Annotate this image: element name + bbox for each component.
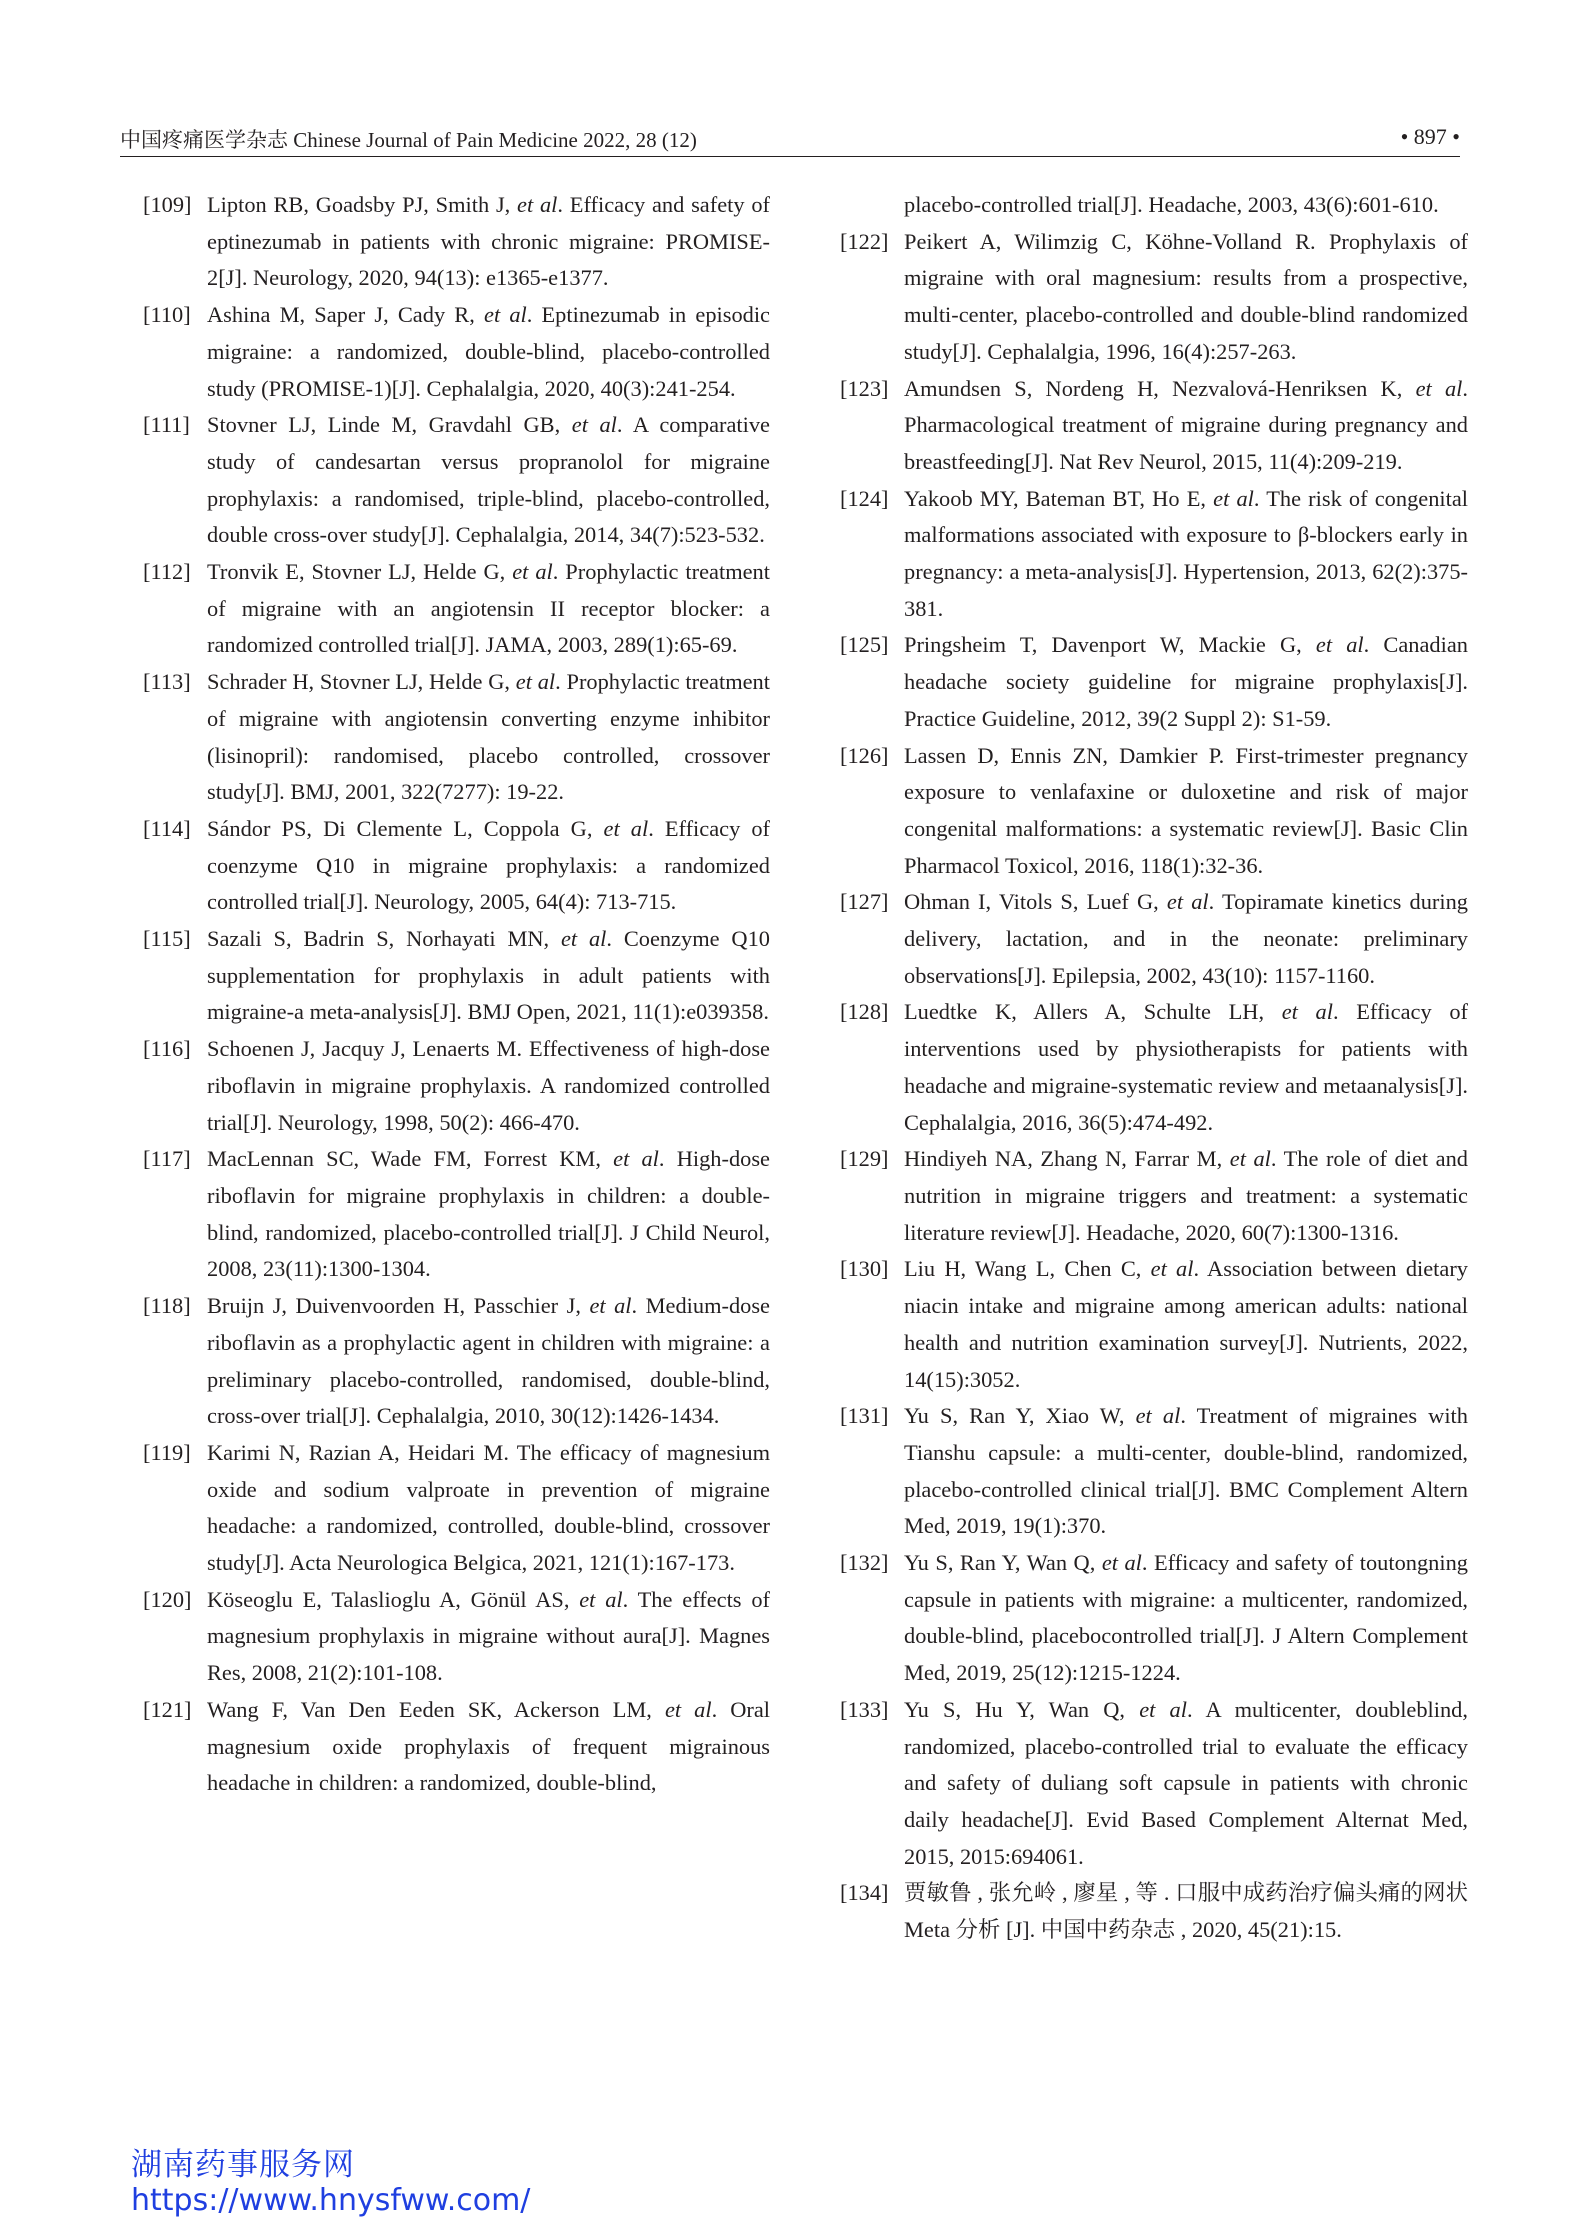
page-number: • 897 • [1400, 124, 1460, 149]
reference-number: [124] [840, 485, 889, 511]
reference-details: . Oral magnesium oxide prophylaxis of frequent migrainous headache in children: a randomized, double-blind, [207, 1696, 770, 1796]
reference-authors: Wang F, Van Den Eeden SK, Ackerson LM, [207, 1696, 665, 1722]
reference-et-al: et al [512, 559, 553, 585]
reference-authors: Luedtke K, Allers A, Schulte LH, [904, 999, 1282, 1025]
reference-number: [118] [143, 1293, 191, 1319]
reference-text [207, 926, 770, 1024]
reference-authors: Karimi N, Razian A, Heidari M. The efficacy of magnesium oxide and sodium valproate in prevention of migraine headache: a randomized, controlled, double-blind, crossover study[J]. Acta Neurologica Belgica, 2021, 121(1):167-173. [207, 1439, 770, 1576]
reference-et-al: et al [1150, 1256, 1194, 1282]
reference-authors: Ohman I, Vitols S, Luef G, [904, 889, 1167, 915]
reference-et-al: et al [1315, 632, 1364, 658]
reference-et-al: et al [515, 669, 556, 695]
reference-item [143, 1435, 770, 1582]
reference-et-al: et al [1101, 1550, 1142, 1576]
reference-number: [127] [840, 889, 889, 915]
reference-text [904, 999, 1468, 1134]
reference-et-al: et al [613, 1146, 659, 1172]
reference-item [840, 884, 1468, 994]
reference-text [207, 1587, 770, 1685]
reference-number: [110] [143, 302, 191, 328]
reference-text [207, 1146, 770, 1281]
journal-title: 中国疼痛医学杂志 Chinese Journal of Pain Medicine 2022, 28 (12) [120, 128, 697, 152]
watermark-url[interactable]: https://www.hnysfww.com/ [131, 2183, 531, 2218]
reference-details: . Prophylactic treatment of migraine with angiotensin converting enzyme inhibitor (lisinopril): randomised, placebo controlled, crossover study[J]. BMJ, 2001, 322(7277): 19-22. [207, 669, 770, 805]
reference-authors: Lassen D, Ennis ZN, Damkier P. First-trimester pregnancy exposure to venlafaxine or duloxetine and risk of major congenital malformations: a systematic review[J]. Basic Clin Pharmacol Toxicol, 2016, 118(1):32-36. [904, 742, 1468, 878]
reference-authors: MacLennan SC, Wade FM, Forrest KM, [207, 1146, 614, 1172]
reference-authors: Sándor PS, Di Clemente L, Coppola G, [207, 815, 604, 841]
reference-text [904, 229, 1468, 364]
reference-item [143, 1692, 770, 1802]
reference-authors: Yu S, Hu Y, Wan Q, [904, 1696, 1140, 1722]
reference-text [207, 1036, 770, 1134]
reference-text [207, 669, 770, 804]
reference-et-al: et al [579, 1586, 623, 1612]
reference-number: [134] [840, 1880, 889, 1906]
reference-text [904, 1880, 1468, 1942]
reference-number: [125] [840, 632, 889, 658]
reference-et-al: et al [664, 1696, 712, 1722]
reference-authors: Hindiyeh NA, Zhang N, Farrar M, [904, 1146, 1230, 1172]
reference-authors: Tronvik E, Stovner LJ, Helde G, [207, 559, 513, 585]
reference-authors: Lipton RB, Goadsby PJ, Smith J, [207, 192, 518, 217]
reference-number: [113] [143, 669, 191, 695]
reference-item [143, 554, 770, 664]
reference-details: . Eptinezumab in episodic migraine: a randomized, double-blind, placebo-controlled study (PROMISE-1)[J]. Cephalalgia, 2020, 40(3):241-254. [207, 302, 770, 401]
reference-text [904, 1256, 1468, 1391]
reference-details: . Topiramate kinetics during delivery, lactation, and in the neonate: preliminary observations[J]. Epilepsia, 2002, 43(10): 1157-1160. [904, 889, 1468, 988]
reference-item [143, 921, 770, 1031]
reference-number: [120] [143, 1586, 192, 1612]
running-header [120, 122, 1460, 157]
reference-et-al: et al [1213, 485, 1254, 511]
reference-item [143, 1582, 770, 1692]
reference-number: [129] [840, 1146, 889, 1172]
reference-text [207, 1440, 770, 1575]
reference-details: . Efficacy and safety of toutongning capsule in patients with migraine: a multicenter, randomized, double-blind, placebocontrolled trial[J]. J Altern Complement Med, 2019, 25(12):1215-1224. [904, 1550, 1468, 1686]
reference-text [207, 816, 770, 914]
reference-details: . The role of diet and nutrition in migraine triggers and treatment: a systematic literature review[J]. Headache, 2020, 60(7):1300-1316. [904, 1146, 1468, 1245]
reference-details: . Canadian headache society guideline for migraine prophylaxis[J]. Practice Guideline, 2012, 39(2 Suppl 2): S1-59. [904, 632, 1468, 731]
reference-item [143, 1141, 770, 1288]
reference-item [143, 1288, 770, 1435]
reference-authors: Ashina M, Saper J, Cady R, [207, 302, 484, 328]
site-watermark [131, 2148, 530, 2218]
reference-item [840, 371, 1468, 481]
reference-number: [116] [143, 1036, 191, 1062]
reference-details: . The risk of congenital malformations associated with exposure to β-blockers early in pregnancy: a meta-analysis[J]. Hypertension, 2013, 62(2):375-381. [904, 485, 1468, 621]
reference-text [904, 889, 1468, 987]
reference-et-al: et al [517, 192, 558, 217]
reference-text [904, 743, 1468, 878]
reference-text [904, 632, 1468, 730]
reference-details: . Efficacy and safety of eptinezumab in patients with chronic migraine: PROMISE-2[J]. Neurology, 2020, 94(13): e1365-e1377. [207, 192, 770, 291]
reference-details: . The effects of magnesium prophylaxis in migraine without aura[J]. Magnes Res, 2008, 21(2):101-108. [207, 1586, 770, 1686]
reference-number: [117] [143, 1146, 191, 1172]
reference-details: . Efficacy of interventions used by physiotherapists for patients with headache and migraine-systematic review and metaanalysis[J]. Cephalalgia, 2016, 36(5):474-492. [904, 999, 1468, 1135]
reference-authors: Amundsen S, Nordeng H, Nezvalová-Henriksen K, [904, 375, 1416, 401]
reference-text [904, 1146, 1468, 1244]
reference-details: . Medium-dose riboflavin as a prophylactic agent in children with migraine: a preliminary placebo-controlled, randomised, double-blind, cross-over trial[J]. Cephalalgia, 2010, 30(12):1426-1434. [207, 1293, 770, 1429]
reference-authors: Köseoglu E, Talaslioglu A, Gönül AS, [207, 1586, 580, 1612]
reference-item [840, 224, 1468, 371]
reference-item [840, 1692, 1468, 1876]
reference-details: . Pharmacological treatment of migraine during pregnancy and breastfeeding[J]. Nat Rev Neurol, 2015, 11(4):209-219. [904, 375, 1468, 474]
reference-text [207, 412, 770, 547]
reference-number: [133] [840, 1696, 889, 1722]
reference-item [143, 407, 770, 554]
reference-item [840, 1875, 1468, 1948]
reference-authors: Schoenen J, Jacquy J, Lenaerts M. Effectiveness of high-dose riboflavin in migraine prophylaxis. A randomized controlled trial[J]. Neurology, 1998, 50(2): 466-470. [207, 1036, 770, 1135]
reference-number: [111] [143, 412, 190, 438]
reference-text [207, 559, 770, 657]
reference-text [207, 1293, 770, 1428]
reference-item [840, 481, 1468, 628]
reference-authors: Peikert A, Wilimzig C, Köhne-Volland R. Prophylaxis of migraine with oral magnesium: results from a prospective, multi-center, placebo-controlled and double-blind randomized study[J]. Cephalalgia, 1996, 16(4):257-263. [904, 228, 1468, 364]
reference-details: . High-dose riboflavin for migraine prophylaxis in children: a double-blind, randomized, placebo-controlled trial[J]. J Child Neurol, 2008, 23(11):1300-1304. [207, 1146, 770, 1282]
reference-item [840, 738, 1468, 885]
reference-et-al: et al [1281, 999, 1333, 1025]
reference-et-al: et al [484, 302, 527, 328]
reference-item [143, 1031, 770, 1141]
reference-number: [130] [840, 1256, 889, 1282]
reference-authors: Yu S, Ran Y, Wan Q, [904, 1550, 1102, 1576]
reference-authors: Yakoob MY, Bateman BT, Ho E, [904, 485, 1214, 511]
reference-details: . Treatment of migraines with Tianshu capsule: a multi-center, double-blind, randomized, placebo-controlled clinical trial[J]. BMC Complement Altern Med, 2019, 19(1):370. [904, 1403, 1468, 1539]
reference-authors: Schrader H, Stovner LJ, Helde G, [207, 669, 516, 695]
reference-item [143, 297, 770, 407]
reference-number: [115] [143, 926, 191, 952]
reference-item [143, 664, 770, 811]
reference-number: [122] [840, 228, 889, 254]
reference-authors: Liu H, Wang L, Chen C, [904, 1256, 1151, 1282]
reference-number: [112] [143, 559, 191, 585]
reference-text [904, 376, 1468, 474]
reference-et-al: et al [571, 412, 617, 438]
reference-number: [132] [840, 1550, 889, 1576]
reference-details: . Coenzyme Q10 supplementation for prophylaxis in adult patients with migraine-a meta-analysis[J]. BMJ Open, 2021, 11(1):e039358. [207, 926, 770, 1025]
reference-details: . A comparative study of candesartan versus propranolol for migraine prophylaxis: a randomised, triple-blind, placebo-controlled, double cross-over study[J]. Cephalalgia, 2014, 34(7):523-532. [207, 412, 770, 548]
reference-item [840, 1398, 1468, 1545]
reference-authors: Yu S, Ran Y, Xiao W, [904, 1403, 1136, 1429]
reference-text [207, 1697, 770, 1795]
reference-number: [123] [840, 375, 889, 401]
reference-number: [121] [143, 1696, 192, 1722]
reference-number: [119] [143, 1439, 191, 1465]
reference-text [904, 1550, 1468, 1685]
reference-item [840, 994, 1468, 1141]
reference-et-al: et al [589, 1293, 632, 1319]
reference-details: . Association between dietary niacin intake and migraine among american adults: national health and nutrition examination survey[J]. Nutrients, 2022, 14(15):3052. [904, 1256, 1468, 1392]
reference-et-al: et al [1166, 889, 1209, 915]
reference-et-al: et al [1135, 1403, 1181, 1429]
reference-details: . A multicenter, doubleblind, randomized, placebo-controlled trial to evaluate the efficacy and safety of duliang soft capsule in patients with chronic daily headache[J]. Evid Based Complement Alternat Med, 2015, 2015:694061. [904, 1696, 1468, 1869]
reference-number: [126] [840, 742, 889, 768]
reference-item [840, 1545, 1468, 1692]
reference-number: [131] [840, 1403, 889, 1429]
watermark-site-name: 湖南药事服务网 [131, 2147, 355, 2183]
reference-item [840, 1251, 1468, 1398]
reference-item [840, 187, 1468, 224]
reference-et-al: et al [603, 815, 649, 841]
reference-et-al: et al [1139, 1696, 1187, 1722]
references-left-column [143, 187, 770, 1802]
reference-text [904, 1403, 1468, 1538]
reference-number: [109] [143, 192, 192, 217]
reference-text [207, 302, 770, 400]
reference-et-al: et al [1415, 375, 1463, 401]
reference-authors: 贾敏鲁 , 张允岭 , 廖星 , 等 . 口服中成药治疗偏头痛的网状 Meta 分析 [J]. 中国中药杂志 , 2020, 45(21):15. [904, 1880, 1468, 1943]
references-right-column [840, 187, 1468, 1949]
reference-authors: placebo-controlled trial[J]. Headache, 2003, 43(6):601-610. [904, 192, 1439, 217]
reference-item [143, 187, 770, 297]
reference-authors: Pringsheim T, Davenport W, Mackie G, [904, 632, 1316, 658]
reference-et-al: et al [560, 926, 607, 952]
reference-authors: Sazali S, Badrin S, Norhayati MN, [207, 926, 561, 952]
reference-text [904, 1697, 1468, 1869]
reference-number: [114] [143, 815, 191, 841]
reference-item [840, 627, 1468, 737]
reference-authors: Bruijn J, Duivenvoorden H, Passchier J, [207, 1293, 590, 1319]
reference-number: [128] [840, 999, 889, 1025]
reference-item [143, 811, 770, 921]
reference-text [207, 192, 770, 290]
reference-details: . Prophylactic treatment of migraine with an angiotensin II receptor blocker: a randomized controlled trial[J]. JAMA, 2003, 289(1):65-69. [207, 559, 770, 658]
reference-details: . Efficacy of coenzyme Q10 in migraine prophylaxis: a randomized controlled trial[J]. Neurology, 2005, 64(4): 713-715. [207, 815, 770, 915]
reference-text [904, 192, 1439, 217]
reference-et-al: et al [1229, 1146, 1271, 1172]
reference-authors: Stovner LJ, Linde M, Gravdahl GB, [207, 412, 572, 438]
reference-text [904, 486, 1468, 621]
reference-item [840, 1141, 1468, 1251]
